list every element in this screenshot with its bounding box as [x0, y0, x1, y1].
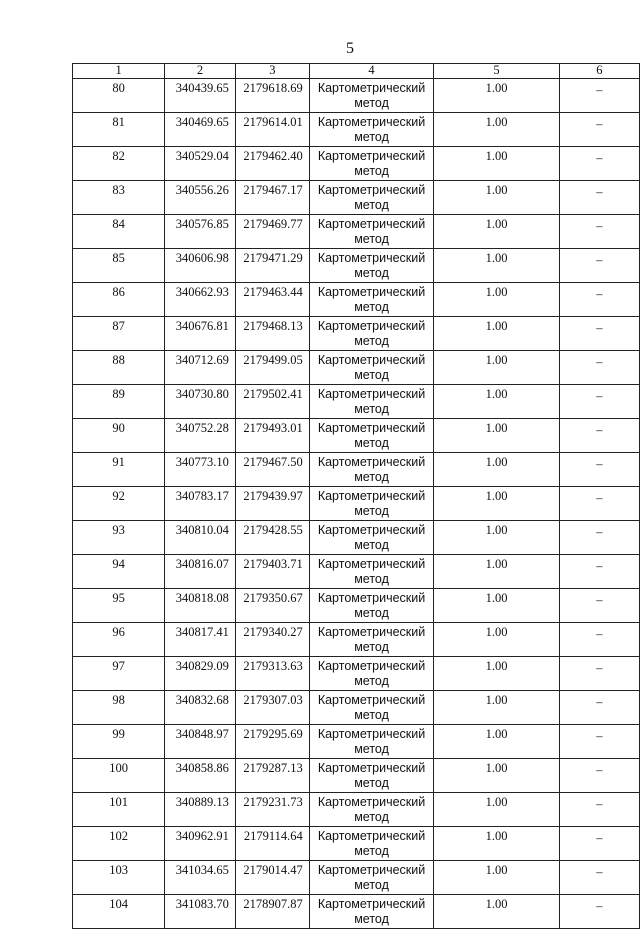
method-line-1: Картометрический	[317, 591, 426, 605]
note-cell: –	[559, 181, 639, 215]
y-coordinate-cell: 2179463.44	[235, 283, 309, 317]
note-cell: –	[559, 793, 639, 827]
accuracy-cell: 1.00	[434, 487, 559, 521]
method-line-1: Картометрический	[317, 557, 426, 571]
y-coordinate-cell: 2179618.69	[235, 79, 309, 113]
point-number-cell: 102	[73, 827, 165, 861]
method-line-1: Картометрический	[317, 217, 426, 231]
method-line-1: Картометрический	[317, 523, 426, 537]
accuracy-cell: 1.00	[434, 113, 559, 147]
method-line-2: метод	[354, 674, 389, 688]
method-line-1: Картометрический	[317, 285, 426, 299]
method-line-2: метод	[354, 436, 389, 450]
x-coordinate-cell: 340829.09	[165, 657, 236, 691]
table-row	[73, 691, 640, 725]
method-cell	[309, 79, 434, 113]
y-coordinate-cell: 2179467.17	[235, 181, 309, 215]
method-line-2: метод	[354, 470, 389, 484]
table-row	[73, 657, 640, 691]
table-row	[73, 317, 640, 351]
method-cell	[309, 283, 434, 317]
x-coordinate-cell: 340712.69	[165, 351, 236, 385]
method-line-1: Картометрический	[317, 863, 426, 877]
method-cell	[309, 895, 434, 929]
header-cell-5: 5	[434, 64, 559, 79]
accuracy-cell: 1.00	[434, 759, 559, 793]
x-coordinate-cell: 340676.81	[165, 317, 236, 351]
y-coordinate-cell: 2179467.50	[235, 453, 309, 487]
accuracy-cell: 1.00	[434, 691, 559, 725]
point-number-cell: 97	[73, 657, 165, 691]
table-row	[73, 725, 640, 759]
method-line-2: метод	[354, 266, 389, 280]
point-number-cell: 96	[73, 623, 165, 657]
table-row	[73, 555, 640, 589]
y-coordinate-cell: 2179287.13	[235, 759, 309, 793]
header-cell-3: 3	[235, 64, 309, 79]
method-line-1: Картометрический	[317, 251, 426, 265]
point-number-cell: 101	[73, 793, 165, 827]
note-cell: –	[559, 453, 639, 487]
point-number-cell: 81	[73, 113, 165, 147]
table-row	[73, 793, 640, 827]
x-coordinate-cell: 340469.65	[165, 113, 236, 147]
x-coordinate-cell: 340832.68	[165, 691, 236, 725]
method-line-1: Картометрический	[317, 693, 426, 707]
y-coordinate-cell: 2179439.97	[235, 487, 309, 521]
x-coordinate-cell: 340773.10	[165, 453, 236, 487]
accuracy-cell: 1.00	[434, 453, 559, 487]
point-number-cell: 104	[73, 895, 165, 929]
method-cell	[309, 589, 434, 623]
note-cell: –	[559, 79, 639, 113]
method-line-2: метод	[354, 606, 389, 620]
table-row	[73, 827, 640, 861]
point-number-cell: 87	[73, 317, 165, 351]
y-coordinate-cell: 2179231.73	[235, 793, 309, 827]
method-line-1: Картометрический	[317, 795, 426, 809]
method-line-1: Картометрический	[317, 353, 426, 367]
note-cell: –	[559, 861, 639, 895]
method-line-1: Картометрический	[317, 149, 426, 163]
point-number-cell: 90	[73, 419, 165, 453]
method-line-1: Картометрический	[317, 897, 426, 911]
y-coordinate-cell: 2179469.77	[235, 215, 309, 249]
y-coordinate-cell: 2179014.47	[235, 861, 309, 895]
method-line-1: Картометрический	[317, 183, 426, 197]
accuracy-cell: 1.00	[434, 793, 559, 827]
point-number-cell: 88	[73, 351, 165, 385]
method-cell	[309, 181, 434, 215]
table-row	[73, 861, 640, 895]
point-number-cell: 98	[73, 691, 165, 725]
x-coordinate-cell: 340816.07	[165, 555, 236, 589]
table-row	[73, 419, 640, 453]
note-cell: –	[559, 215, 639, 249]
point-number-cell: 94	[73, 555, 165, 589]
note-cell: –	[559, 147, 639, 181]
method-line-2: метод	[354, 198, 389, 212]
accuracy-cell: 1.00	[434, 827, 559, 861]
method-cell	[309, 147, 434, 181]
table-row	[73, 385, 640, 419]
note-cell: –	[559, 487, 639, 521]
method-line-1: Картометрический	[317, 829, 426, 843]
note-cell: –	[559, 249, 639, 283]
y-coordinate-cell: 2179428.55	[235, 521, 309, 555]
x-coordinate-cell: 340662.93	[165, 283, 236, 317]
method-line-2: метод	[354, 164, 389, 178]
method-cell	[309, 453, 434, 487]
point-number-cell: 99	[73, 725, 165, 759]
point-number-cell: 95	[73, 589, 165, 623]
note-cell: –	[559, 657, 639, 691]
method-cell	[309, 861, 434, 895]
point-number-cell: 82	[73, 147, 165, 181]
table-row	[73, 589, 640, 623]
x-coordinate-cell: 340810.04	[165, 521, 236, 555]
x-coordinate-cell: 341083.70	[165, 895, 236, 929]
method-line-1: Картометрический	[317, 81, 426, 95]
method-line-2: метод	[354, 334, 389, 348]
note-cell: –	[559, 691, 639, 725]
table-row	[73, 249, 640, 283]
method-cell	[309, 555, 434, 589]
accuracy-cell: 1.00	[434, 385, 559, 419]
accuracy-cell: 1.00	[434, 725, 559, 759]
accuracy-cell: 1.00	[434, 283, 559, 317]
note-cell: –	[559, 113, 639, 147]
accuracy-cell: 1.00	[434, 589, 559, 623]
accuracy-cell: 1.00	[434, 79, 559, 113]
y-coordinate-cell: 2179462.40	[235, 147, 309, 181]
method-line-2: метод	[354, 640, 389, 654]
point-number-cell: 103	[73, 861, 165, 895]
y-coordinate-cell: 2179614.01	[235, 113, 309, 147]
table-row	[73, 147, 640, 181]
point-number-cell: 84	[73, 215, 165, 249]
method-line-2: метод	[354, 368, 389, 382]
method-line-1: Картометрический	[317, 115, 426, 129]
y-coordinate-cell: 2179340.27	[235, 623, 309, 657]
y-coordinate-cell: 2179114.64	[235, 827, 309, 861]
method-cell	[309, 827, 434, 861]
y-coordinate-cell: 2179468.13	[235, 317, 309, 351]
accuracy-cell: 1.00	[434, 215, 559, 249]
y-coordinate-cell: 2179350.67	[235, 589, 309, 623]
x-coordinate-cell: 340576.85	[165, 215, 236, 249]
accuracy-cell: 1.00	[434, 249, 559, 283]
method-line-1: Картометрический	[317, 489, 426, 503]
x-coordinate-cell: 340817.41	[165, 623, 236, 657]
x-coordinate-cell: 340439.65	[165, 79, 236, 113]
page-number: 5	[346, 40, 354, 57]
table-row	[73, 181, 640, 215]
table-row	[73, 79, 640, 113]
method-line-2: метод	[354, 912, 389, 926]
note-cell: –	[559, 283, 639, 317]
method-line-2: метод	[354, 776, 389, 790]
point-number-cell: 91	[73, 453, 165, 487]
point-number-cell: 93	[73, 521, 165, 555]
y-coordinate-cell: 2179499.05	[235, 351, 309, 385]
method-cell	[309, 351, 434, 385]
method-cell	[309, 691, 434, 725]
table-row	[73, 351, 640, 385]
method-line-2: метод	[354, 96, 389, 110]
note-cell: –	[559, 317, 639, 351]
method-line-2: метод	[354, 878, 389, 892]
method-line-2: метод	[354, 538, 389, 552]
accuracy-cell: 1.00	[434, 657, 559, 691]
note-cell: –	[559, 589, 639, 623]
point-number-cell: 85	[73, 249, 165, 283]
method-cell	[309, 317, 434, 351]
note-cell: –	[559, 725, 639, 759]
note-cell: –	[559, 555, 639, 589]
method-line-2: метод	[354, 810, 389, 824]
method-line-1: Картометрический	[317, 659, 426, 673]
coordinates-table	[72, 63, 640, 929]
accuracy-cell: 1.00	[434, 861, 559, 895]
y-coordinate-cell: 2179307.03	[235, 691, 309, 725]
method-line-2: метод	[354, 504, 389, 518]
y-coordinate-cell: 2179502.41	[235, 385, 309, 419]
method-line-2: метод	[354, 402, 389, 416]
y-coordinate-cell: 2179313.63	[235, 657, 309, 691]
x-coordinate-cell: 340962.91	[165, 827, 236, 861]
method-cell	[309, 521, 434, 555]
method-cell	[309, 657, 434, 691]
method-cell	[309, 623, 434, 657]
note-cell: –	[559, 827, 639, 861]
x-coordinate-cell: 340606.98	[165, 249, 236, 283]
method-line-1: Картометрический	[317, 455, 426, 469]
accuracy-cell: 1.00	[434, 317, 559, 351]
method-cell	[309, 759, 434, 793]
header-cell-1: 1	[73, 64, 165, 79]
x-coordinate-cell: 340858.86	[165, 759, 236, 793]
table-row	[73, 487, 640, 521]
accuracy-cell: 1.00	[434, 419, 559, 453]
y-coordinate-cell: 2179493.01	[235, 419, 309, 453]
method-line-1: Картометрический	[317, 761, 426, 775]
note-cell: –	[559, 895, 639, 929]
x-coordinate-cell: 340889.13	[165, 793, 236, 827]
method-cell	[309, 487, 434, 521]
method-cell	[309, 793, 434, 827]
point-number-cell: 83	[73, 181, 165, 215]
method-line-2: метод	[354, 708, 389, 722]
table-row	[73, 623, 640, 657]
method-line-1: Картометрический	[317, 319, 426, 333]
x-coordinate-cell: 341034.65	[165, 861, 236, 895]
method-cell	[309, 113, 434, 147]
note-cell: –	[559, 521, 639, 555]
point-number-cell: 80	[73, 79, 165, 113]
accuracy-cell: 1.00	[434, 351, 559, 385]
table-row	[73, 521, 640, 555]
method-cell	[309, 725, 434, 759]
method-cell	[309, 249, 434, 283]
note-cell: –	[559, 623, 639, 657]
method-line-1: Картометрический	[317, 625, 426, 639]
method-line-2: метод	[354, 300, 389, 314]
method-cell	[309, 419, 434, 453]
method-line-1: Картометрический	[317, 387, 426, 401]
accuracy-cell: 1.00	[434, 623, 559, 657]
header-cell-4: 4	[309, 64, 434, 79]
y-coordinate-cell: 2178907.87	[235, 895, 309, 929]
method-line-2: метод	[354, 742, 389, 756]
table-row	[73, 283, 640, 317]
header-cell-6: 6	[559, 64, 639, 79]
accuracy-cell: 1.00	[434, 895, 559, 929]
table-row	[73, 759, 640, 793]
point-number-cell: 86	[73, 283, 165, 317]
y-coordinate-cell: 2179295.69	[235, 725, 309, 759]
point-number-cell: 100	[73, 759, 165, 793]
method-line-1: Картометрический	[317, 727, 426, 741]
method-line-2: метод	[354, 844, 389, 858]
x-coordinate-cell: 340752.28	[165, 419, 236, 453]
accuracy-cell: 1.00	[434, 181, 559, 215]
method-line-2: метод	[354, 232, 389, 246]
point-number-cell: 92	[73, 487, 165, 521]
table-row	[73, 453, 640, 487]
header-cell-2: 2	[165, 64, 236, 79]
method-cell	[309, 215, 434, 249]
table-row	[73, 215, 640, 249]
note-cell: –	[559, 419, 639, 453]
x-coordinate-cell: 340848.97	[165, 725, 236, 759]
header-row	[73, 64, 640, 79]
method-cell	[309, 385, 434, 419]
note-cell: –	[559, 385, 639, 419]
y-coordinate-cell: 2179471.29	[235, 249, 309, 283]
x-coordinate-cell: 340730.80	[165, 385, 236, 419]
table-row	[73, 895, 640, 929]
accuracy-cell: 1.00	[434, 147, 559, 181]
accuracy-cell: 1.00	[434, 555, 559, 589]
x-coordinate-cell: 340818.08	[165, 589, 236, 623]
table-row	[73, 113, 640, 147]
accuracy-cell: 1.00	[434, 521, 559, 555]
x-coordinate-cell: 340556.26	[165, 181, 236, 215]
x-coordinate-cell: 340783.17	[165, 487, 236, 521]
note-cell: –	[559, 759, 639, 793]
point-number-cell: 89	[73, 385, 165, 419]
method-line-2: метод	[354, 130, 389, 144]
note-cell: –	[559, 351, 639, 385]
x-coordinate-cell: 340529.04	[165, 147, 236, 181]
method-line-1: Картометрический	[317, 421, 426, 435]
y-coordinate-cell: 2179403.71	[235, 555, 309, 589]
method-line-2: метод	[354, 572, 389, 586]
